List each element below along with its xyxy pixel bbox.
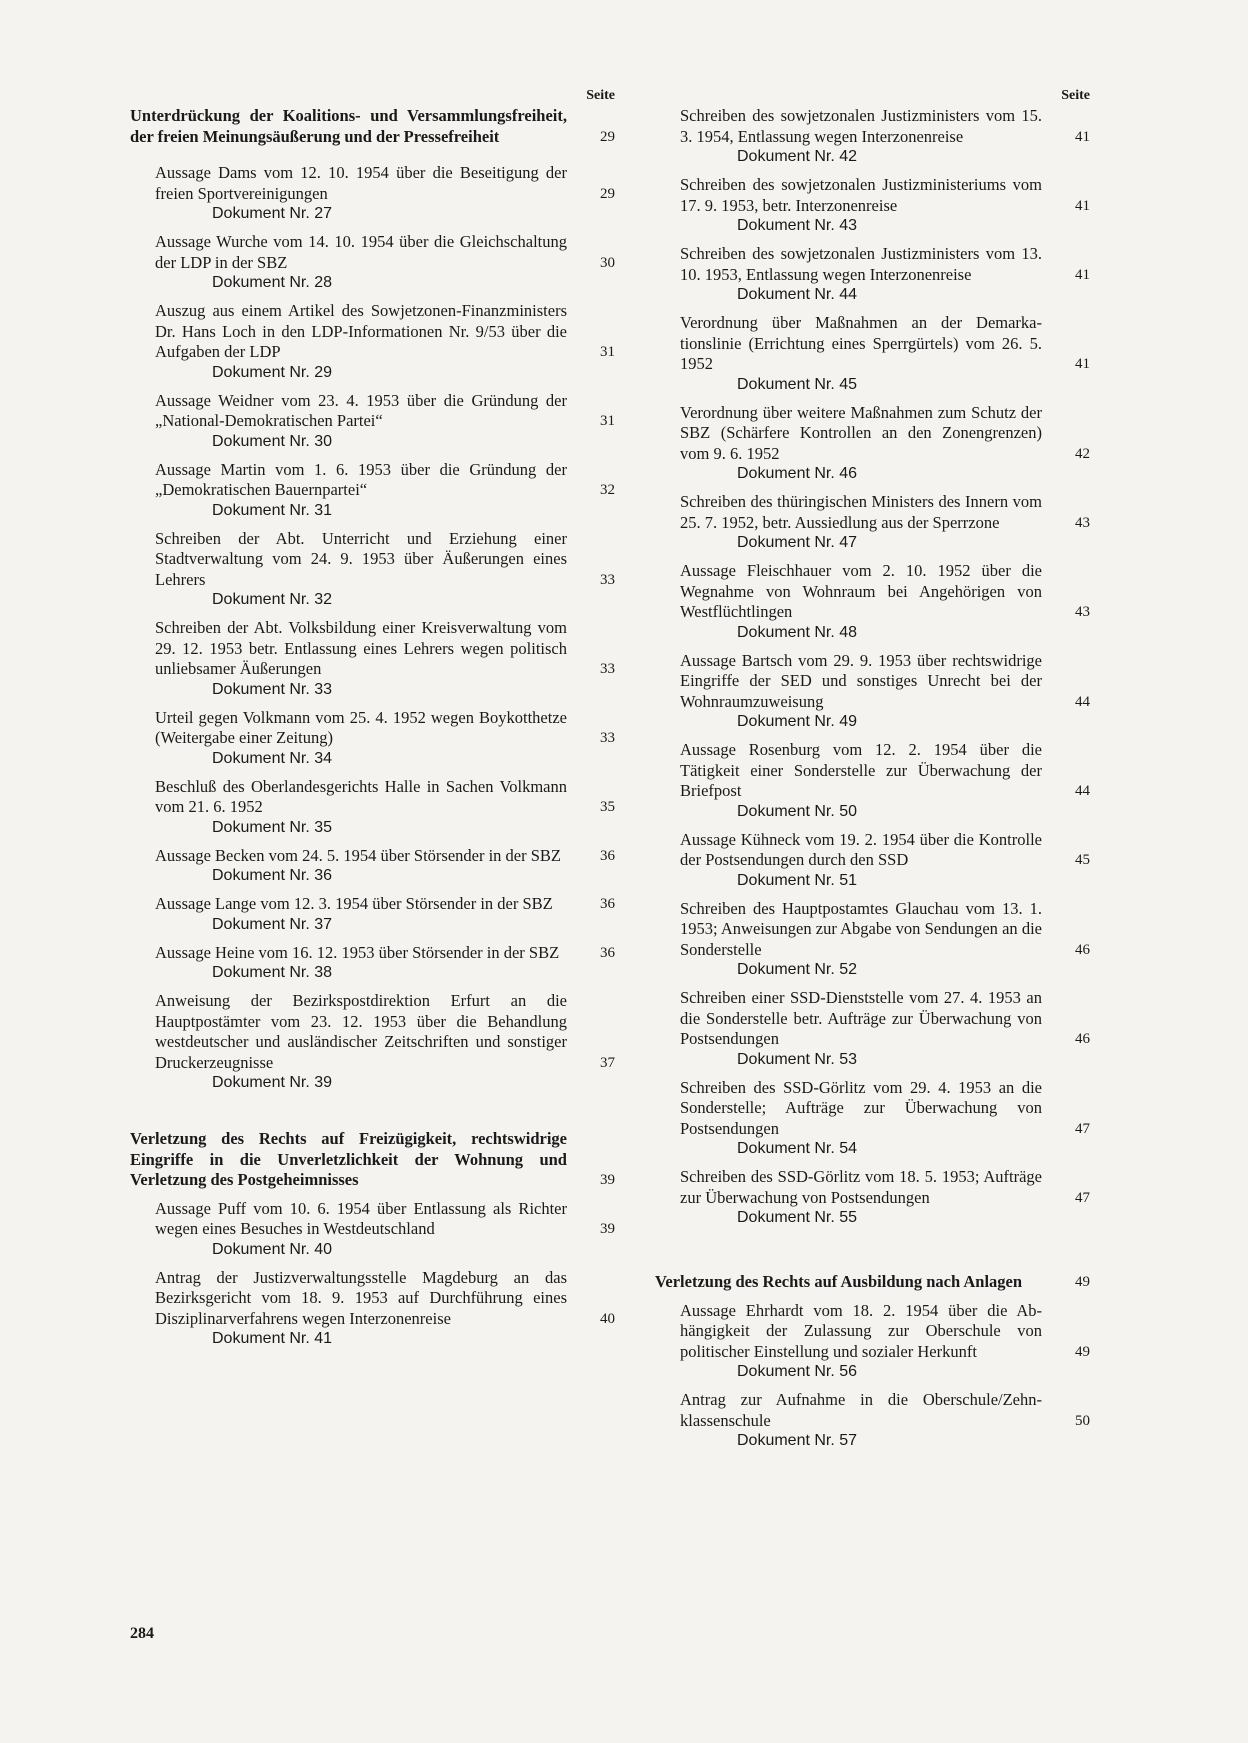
toc-entry-line bbox=[155, 1268, 615, 1330]
toc-entry-line bbox=[155, 460, 615, 501]
toc-entry bbox=[130, 991, 615, 1093]
toc-page-number: 39 bbox=[600, 1221, 615, 1237]
toc-entry-line bbox=[680, 403, 1090, 465]
document-reference: Dokument Nr. 55 bbox=[737, 1209, 858, 1226]
toc-entry-title: Antrag zur Aufnahme in die Oberschule/Zehnklassenschule bbox=[680, 1390, 1042, 1430]
toc-page-number: 31 bbox=[600, 413, 615, 429]
toc-entry bbox=[130, 777, 615, 838]
document-reference: Dokument Nr. 47 bbox=[737, 534, 858, 551]
toc-entry bbox=[130, 708, 615, 769]
toc-entry-line bbox=[680, 244, 1090, 285]
toc-page-number: 42 bbox=[1075, 445, 1090, 462]
document-reference: Dokument Nr. 48 bbox=[737, 623, 858, 641]
toc-entry-title: Aussage Martin vom 1. 6. 1953 über die Gründung der „Demokratischen Bauernpartei“ bbox=[155, 459, 567, 499]
toc-page-number: 41 bbox=[1075, 266, 1090, 283]
toc-entry-title: Aussage Weidner vom 23. 4. 1953 über die Gründung der „National-Demokratischen Partei“ bbox=[155, 390, 567, 430]
toc-entry-line bbox=[155, 529, 615, 591]
document-reference: Dokument Nr. 31 bbox=[212, 501, 333, 519]
document-reference: Dokument Nr. 44 bbox=[737, 286, 858, 303]
toc-section-heading bbox=[130, 1129, 615, 1191]
toc-entry-line bbox=[155, 943, 615, 964]
toc-entry bbox=[130, 301, 615, 383]
toc-entries-left bbox=[130, 106, 615, 1349]
seite-label: Seite bbox=[586, 88, 615, 103]
toc-page-number: 49 bbox=[1075, 1274, 1090, 1290]
toc-page-number: 37 bbox=[600, 1054, 615, 1071]
document-reference: Dokument Nr. 37 bbox=[212, 915, 333, 933]
toc-page-number: 49 bbox=[1075, 1343, 1090, 1360]
document-reference: Dokument Nr. 40 bbox=[212, 1240, 333, 1258]
document-reference: Dokument Nr. 38 bbox=[212, 964, 333, 981]
document-reference: Dokument Nr. 28 bbox=[212, 274, 333, 291]
toc-page-number: 44 bbox=[1075, 783, 1090, 799]
toc-page-number: 36 bbox=[600, 896, 615, 912]
toc-entry bbox=[130, 232, 615, 293]
toc-entry-title: Schreiben des SSD-Görlitz vom 18. 5. 1953; Aufträge zur Überwachung von Postsendungen bbox=[680, 1167, 1042, 1207]
toc-entry-line bbox=[680, 313, 1090, 375]
toc-entry-title: Antrag der Justizverwaltungsstelle Magdeburg an das Bezirksgericht vom 18. 9. 1953 auf Durchführung eines Disziplinarverfahrens wegen Interzonenreise bbox=[155, 1267, 567, 1328]
toc-entry-line bbox=[155, 618, 615, 680]
document-reference: Dokument Nr. 56 bbox=[737, 1363, 858, 1380]
toc-entry-title: Aussage Ehrhardt vom 18. 2. 1954 über die Abhängigkeit der Zulassung zur Oberschule von politischer Einstellung und sozialer Herkunft bbox=[680, 1300, 1042, 1361]
toc-entry-title: Anweisung der Bezirkspostdirektion Erfurt an die Hauptpostämter vom 23. 12. 1953 über die Behandlung westdeutscher und ausländischer Zeitschriften und sonstiger Druckerzeugnisse bbox=[155, 991, 567, 1072]
toc-entry-line bbox=[155, 894, 615, 915]
toc-entry bbox=[655, 313, 1090, 395]
toc-column-right bbox=[655, 86, 1090, 1451]
toc-page-number: 39 bbox=[600, 1172, 615, 1188]
toc-page-number: 36 bbox=[600, 944, 615, 961]
toc-page-number: 45 bbox=[1075, 852, 1090, 868]
toc-entry-line bbox=[155, 163, 615, 204]
toc-entry-line bbox=[680, 1167, 1090, 1208]
toc-entry-line bbox=[680, 1301, 1090, 1363]
toc-entry-line bbox=[680, 899, 1090, 961]
toc-entry-title: Aussage Becken vom 24. 5. 1954 über Störsender in der SBZ bbox=[155, 845, 562, 865]
toc-page-number: 47 bbox=[1075, 1120, 1090, 1137]
toc-entry bbox=[130, 1268, 615, 1350]
toc-entry-line bbox=[155, 301, 615, 363]
toc-entry bbox=[655, 1078, 1090, 1160]
toc-entry-title: Schreiben einer SSD-Dienststelle vom 27. 4. 1953 an die Sonderstelle betr. Aufträge zur Überwachung von Postsendungen bbox=[680, 988, 1042, 1048]
toc-entry-title: Aussage Rosenburg vom 12. 2. 1954 über die Tätigkeit einer Sonderstelle zur Überwachung der Briefpost bbox=[680, 740, 1042, 800]
toc-entry-title: Aussage Dams vom 12. 10. 1954 über die Beseitigung der freien Sportvereinigungen bbox=[155, 163, 567, 203]
toc-entry bbox=[655, 244, 1090, 305]
page-number: 284 bbox=[130, 1625, 154, 1642]
toc-entry-line bbox=[680, 988, 1090, 1050]
toc-entry bbox=[130, 163, 615, 224]
document-reference: Dokument Nr. 34 bbox=[212, 749, 333, 767]
toc-entry-line bbox=[680, 1078, 1090, 1140]
document-reference: Dokument Nr. 43 bbox=[737, 217, 858, 234]
toc-entry bbox=[655, 106, 1090, 167]
document-reference: Dokument Nr. 36 bbox=[212, 867, 333, 884]
toc-entry-line bbox=[155, 846, 615, 867]
toc-section-heading bbox=[655, 1272, 1090, 1293]
document-reference: Dokument Nr. 39 bbox=[212, 1074, 333, 1091]
seite-label: Seite bbox=[1061, 88, 1090, 103]
toc-entry-title: Aussage Kühneck vom 19. 2. 1954 über die Kontrolle der Postsendungen durch den SSD bbox=[680, 829, 1042, 869]
toc-page-number: 41 bbox=[1075, 356, 1090, 372]
toc-page-number: 41 bbox=[1075, 128, 1090, 145]
toc-entry bbox=[655, 1167, 1090, 1228]
toc-entry bbox=[130, 618, 615, 700]
toc-entry bbox=[655, 403, 1090, 485]
toc-entry bbox=[655, 988, 1090, 1070]
document-reference: Dokument Nr. 45 bbox=[737, 375, 858, 393]
toc-entry bbox=[130, 391, 615, 452]
toc-entry-line bbox=[155, 777, 615, 818]
toc-page-number: 33 bbox=[600, 661, 615, 677]
toc-entry-title: Schreiben des sowjetzonalen Justizministeriums vom 17. 9. 1953, betr. Interzonenreise bbox=[680, 175, 1042, 215]
toc-entry-line bbox=[155, 991, 615, 1073]
toc-entry bbox=[130, 894, 615, 935]
toc-entry-line bbox=[155, 391, 615, 432]
toc-entry-title: Aussage Puff vom 10. 6. 1954 über Entlassung als Richter wegen eines Besuches in Westdeutschland bbox=[155, 1198, 567, 1238]
document-reference: Dokument Nr. 29 bbox=[212, 363, 333, 381]
toc-page-number: 33 bbox=[600, 730, 615, 746]
toc-entry bbox=[130, 846, 615, 887]
toc-page-number: 41 bbox=[1075, 197, 1090, 214]
toc-page-number: 40 bbox=[600, 1310, 615, 1327]
document-reference: Dokument Nr. 32 bbox=[212, 591, 333, 608]
toc-entry-line bbox=[680, 740, 1090, 802]
toc-entry-line bbox=[680, 561, 1090, 623]
toc-entry-line bbox=[155, 1199, 615, 1240]
toc-page-number: 44 bbox=[1075, 693, 1090, 710]
toc-page-number: 46 bbox=[1075, 1031, 1090, 1047]
toc-entry-line bbox=[680, 106, 1090, 147]
toc-section-heading bbox=[130, 106, 615, 147]
toc-entry-title: Aussage Wurche vom 14. 10. 1954 über die Gleichschaltung der LDP in der SBZ bbox=[155, 232, 567, 272]
toc-entry-title: Verletzung des Rechts auf Freizügigkeit, rechtswidrige Eingriffe in die Unverletzlichkeit der Wohnung und Verletzung des Postgeheimnisses bbox=[130, 1129, 567, 1189]
toc-entry bbox=[655, 175, 1090, 236]
document-reference: Dokument Nr. 42 bbox=[737, 148, 858, 165]
toc-entry-line bbox=[680, 492, 1090, 533]
toc-page-number: 29 bbox=[600, 185, 615, 202]
document-reference: Dokument Nr. 41 bbox=[212, 1330, 333, 1347]
document-reference: Dokument Nr. 35 bbox=[212, 818, 333, 836]
toc-page-number: 43 bbox=[1075, 604, 1090, 620]
toc-page-number: 33 bbox=[600, 571, 615, 588]
toc-entry-line bbox=[680, 1390, 1090, 1431]
toc-entry bbox=[655, 740, 1090, 822]
toc-entry-title: Unterdrückung der Koalitions- und Versammlungsfreiheit, der freien Meinungsäußerung und der Pressefreiheit bbox=[130, 106, 567, 146]
toc-entry-line bbox=[680, 651, 1090, 713]
toc-page-number: 43 bbox=[1075, 514, 1090, 531]
toc-entry-line bbox=[155, 232, 615, 273]
toc-entry-line bbox=[130, 106, 615, 147]
toc-entry-title: Auszug aus einem Artikel des Sowjetzonen-Finanzministers Dr. Hans Loch in den LDP-Informationen Nr. 9/53 über die Aufgaben der LDP bbox=[155, 301, 567, 361]
toc-page-number: 46 bbox=[1075, 941, 1090, 958]
toc-entry-title: Aussage Heine vom 16. 12. 1953 über Störsender in der SBZ bbox=[155, 942, 560, 962]
toc-entry-title: Schreiben der Abt. Unterricht und Erziehung einer Stadtverwaltung vom 24. 9. 1953 über Äußerungen eines Lehrers bbox=[155, 528, 567, 589]
document-reference: Dokument Nr. 53 bbox=[737, 1050, 858, 1068]
toc-entry bbox=[655, 651, 1090, 733]
document-reference: Dokument Nr. 46 bbox=[737, 465, 858, 482]
toc-entry bbox=[655, 1301, 1090, 1383]
toc-entry-title: Verordnung über Maßnahmen an der Demarkationslinie (Errichtung eines Sperrgürtels) vom 26. 5. 1952 bbox=[680, 313, 1042, 373]
toc-entry bbox=[655, 492, 1090, 553]
toc-entry-title: Aussage Fleischhauer vom 2. 10. 1952 über die Wegnahme von Wohnraum bei Angehörigen von Westflüchtlingen bbox=[680, 561, 1042, 621]
document-reference: Dokument Nr. 57 bbox=[737, 1432, 858, 1449]
toc-entry bbox=[130, 529, 615, 611]
toc-entry-line bbox=[680, 175, 1090, 216]
toc-entry-title: Aussage Bartsch vom 29. 9. 1953 über rechtswidrige Eingriffe der SED und sonstiges Unrecht bei der Wohnraumzuweisung bbox=[680, 650, 1042, 711]
document-reference: Dokument Nr. 54 bbox=[737, 1140, 858, 1157]
toc-entry bbox=[655, 561, 1090, 643]
document-reference: Dokument Nr. 49 bbox=[737, 713, 858, 730]
document-reference: Dokument Nr. 52 bbox=[737, 961, 858, 978]
toc-entry-title: Beschluß des Oberlandesgerichts Halle in Sachen Volkmann vom 21. 6. 1952 bbox=[155, 776, 567, 816]
toc-entry-title: Schreiben des sowjetzonalen Justizministers vom 15. 3. 1954, Entlassung wegen Interzonenreise bbox=[680, 106, 1042, 146]
toc-entry-title: Schreiben des thüringischen Ministers des Innern vom 25. 7. 1952, betr. Aussiedlung aus der Sperrzone bbox=[680, 492, 1042, 532]
toc-page-number: 31 bbox=[600, 344, 615, 360]
document-reference: Dokument Nr. 51 bbox=[737, 871, 858, 889]
toc-entry bbox=[130, 1199, 615, 1260]
document-reference: Dokument Nr. 50 bbox=[737, 802, 858, 820]
toc-entry-title: Urteil gegen Volkmann vom 25. 4. 1952 wegen Boykotthetze (Weitergabe einer Zeitung) bbox=[155, 707, 567, 747]
toc-page-number: 30 bbox=[600, 254, 615, 271]
toc-entry-title: Aussage Lange vom 12. 3. 1954 über Störsender in der SBZ bbox=[155, 894, 553, 913]
toc-page-number: 35 bbox=[600, 799, 615, 815]
toc-entry-title: Schreiben der Abt. Volksbildung einer Kreisverwaltung vom 29. 12. 1953 betr. Entlassung eines Lehrers wegen politisch unliebsamer Äußerungen bbox=[155, 618, 567, 678]
toc-entry bbox=[655, 899, 1090, 981]
toc-entry bbox=[655, 830, 1090, 891]
toc-entry-title: Schreiben des sowjetzonalen Justizministers vom 13. 10. 1953, Entlassung wegen Interzonenreise bbox=[680, 244, 1042, 284]
toc-entry-line bbox=[130, 1129, 615, 1191]
document-reference: Dokument Nr. 33 bbox=[212, 680, 333, 698]
toc-entry bbox=[130, 943, 615, 984]
toc-page-number: 47 bbox=[1075, 1189, 1090, 1206]
toc-entry-title: Verletzung des Rechts auf Ausbildung nach Anlagen bbox=[655, 1272, 1023, 1291]
document-reference: Dokument Nr. 27 bbox=[212, 205, 333, 222]
toc-entry bbox=[655, 1390, 1090, 1451]
document-reference: Dokument Nr. 30 bbox=[212, 432, 333, 450]
toc-page-number: 36 bbox=[600, 847, 615, 864]
toc-entry-title: Schreiben des Hauptpostamtes Glauchau vom 13. 1. 1953; Anweisungen zur Abgabe von Sendungen an die Sonderstelle bbox=[680, 898, 1042, 959]
toc-entry-title: Schreiben des SSD-Görlitz vom 29. 4. 1953 an die Sonderstelle; Aufträge zur Überwachung von Postsendungen bbox=[680, 1077, 1042, 1138]
toc-page-number: 50 bbox=[1075, 1412, 1090, 1429]
toc-entry-line bbox=[655, 1272, 1090, 1293]
toc-entry bbox=[130, 460, 615, 521]
toc-entry-title: Verordnung über weitere Maßnahmen zum Schutz der SBZ (Schärfere Kontrollen an den Zonengrenzen) vom 9. 6. 1952 bbox=[680, 402, 1042, 463]
toc-column-left bbox=[130, 86, 615, 1349]
toc-page-number: 32 bbox=[600, 482, 615, 498]
toc-entries-right bbox=[655, 106, 1090, 1451]
toc-entry-line bbox=[680, 830, 1090, 871]
toc-page-number: 29 bbox=[600, 128, 615, 145]
toc-entry-line bbox=[155, 708, 615, 749]
